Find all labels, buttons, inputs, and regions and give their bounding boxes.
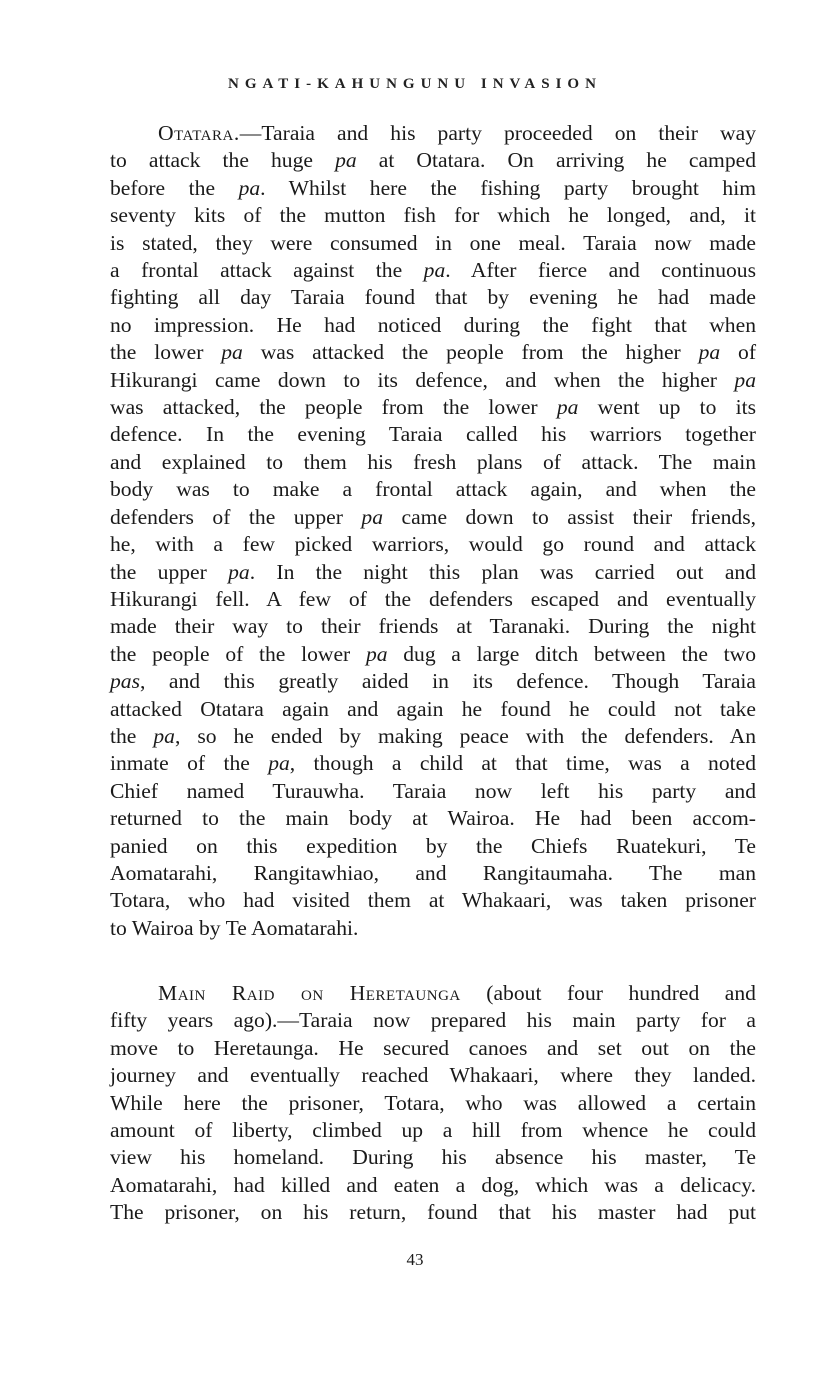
line-text: inmate of the pa, though a child at that time, was a noted — [110, 751, 756, 776]
line-text: journey and eventually reached Whakaari, where they landed. — [110, 1063, 756, 1088]
text-line — [110, 980, 756, 1007]
paragraph-otatara — [110, 120, 756, 942]
line-text: to Wairoa by Te Aomatarahi. — [110, 915, 359, 940]
text-line — [110, 339, 756, 366]
text-line — [110, 202, 756, 229]
line-text: Aomatarahi, Rangitawhiao, and Rangitaumaha. The man — [110, 860, 756, 885]
text-line — [110, 449, 756, 476]
line-text: no impression. He had noticed during the fight that when — [110, 312, 756, 337]
line-text: returned to the main body at Wairoa. He had been accom- — [110, 806, 756, 831]
text-line — [110, 1117, 756, 1144]
text-line — [110, 1172, 756, 1199]
line-text: made their way to their friends at Taranaki. During the night — [110, 614, 756, 639]
text-line — [110, 860, 756, 887]
page-number: 43 — [406, 1250, 424, 1269]
text-line — [110, 805, 756, 832]
text-line — [110, 1035, 756, 1062]
line-text: While here the prisoner, Totara, who was allowed a certain — [110, 1090, 756, 1115]
text-line — [110, 312, 756, 339]
line-text: Totara, who had visited them at Whakaari, was taken prisoner — [110, 888, 756, 913]
line-text: the people of the lower pa dug a large ditch between the two — [110, 641, 757, 666]
text-line — [110, 778, 756, 805]
line-text: move to Heretaunga. He secured canoes and set out on the — [110, 1035, 756, 1060]
text-line — [110, 504, 756, 531]
line-text: fighting all day Taraia found that by evening he had made — [110, 285, 756, 310]
line-text: —Taraia and his party proceeded on their way — [239, 121, 756, 145]
section-heading: Otatara. — [158, 121, 240, 145]
line-text: to attack the huge pa at Otatara. On arriving he camped — [110, 148, 757, 173]
text-line — [110, 915, 756, 942]
line-text: (about four hundred and — [460, 981, 756, 1005]
text-line — [110, 394, 756, 421]
line-text: panied on this expedition by the Chiefs Ruatekuri, Te — [110, 833, 756, 858]
line-text: view his homeland. During his absence his master, Te — [110, 1145, 756, 1170]
line-text: Aomatarahi, had killed and eaten a dog, which was a delicacy. — [110, 1172, 756, 1197]
line-text: pas, and this greatly aided in its defence. Though Taraia — [110, 669, 756, 694]
line-text: amount of liberty, climbed up a hill from whence he could — [110, 1118, 756, 1143]
paragraph-main-raid — [110, 980, 756, 1227]
line-text: the lower pa was attacked the people from the higher pa of — [110, 340, 757, 365]
text-line — [110, 668, 756, 695]
text-line — [110, 230, 756, 257]
text-line — [110, 1144, 756, 1171]
line-text: is stated, they were consumed in one meal. Taraia now made — [110, 230, 756, 255]
text-line — [110, 887, 756, 914]
text-line — [110, 559, 756, 586]
text-line — [110, 147, 756, 174]
text-line — [110, 367, 756, 394]
line-text: defence. In the evening Taraia called his warriors together — [110, 422, 756, 447]
text-line — [110, 723, 756, 750]
line-text: The prisoner, on his return, found that his master had put — [110, 1200, 756, 1225]
line-text: and explained to them his fresh plans of attack. The main — [110, 449, 756, 474]
text-line — [110, 696, 756, 723]
section-heading: Main Raid on Heretaunga — [158, 981, 461, 1005]
line-text: body was to make a frontal attack again, and when the — [110, 477, 756, 502]
text-line — [110, 586, 756, 613]
line-text: defenders of the upper pa came down to assist their friends, — [110, 504, 756, 529]
text-line — [110, 1062, 756, 1089]
line-text: was attacked, the people from the lower pa went up to its — [110, 395, 756, 420]
line-text: seventy kits of the mutton fish for which he longed, and, it — [110, 203, 756, 228]
line-text: attacked Otatara again and again he found he could not take — [110, 696, 756, 721]
text-line — [110, 421, 756, 448]
text-line — [110, 613, 756, 640]
text-line — [110, 120, 756, 147]
line-text: Chief named Turauwha. Taraia now left his party and — [110, 778, 756, 803]
text-line — [110, 257, 756, 284]
line-text: he, with a few picked warriors, would go round and attack — [110, 532, 756, 557]
line-text: the pa, so he ended by making peace with the defenders. An — [110, 723, 756, 748]
text-line — [110, 284, 756, 311]
text-line — [110, 175, 756, 202]
text-line — [110, 1199, 756, 1226]
text-line — [110, 641, 756, 668]
line-text: the upper pa. In the night this plan was carried out and — [110, 559, 757, 584]
line-text: a frontal attack against the pa. After fierce and continuous — [110, 258, 756, 283]
line-text: Hikurangi fell. A few of the defenders escaped and eventually — [110, 586, 756, 611]
text-line — [110, 750, 756, 777]
line-text: Hikurangi came down to its defence, and when the higher pa — [110, 367, 756, 392]
text-line — [110, 1090, 756, 1117]
text-line — [110, 833, 756, 860]
running-title: NGATI-KAHUNGUNU INVASION — [228, 76, 602, 92]
line-text: fifty years ago).—Taraia now prepared his main party for a — [110, 1008, 756, 1033]
line-text: before the pa. Whilst here the fishing party brought him — [110, 175, 756, 200]
text-line — [110, 1007, 756, 1034]
text-line — [110, 531, 756, 558]
text-line — [110, 476, 756, 503]
